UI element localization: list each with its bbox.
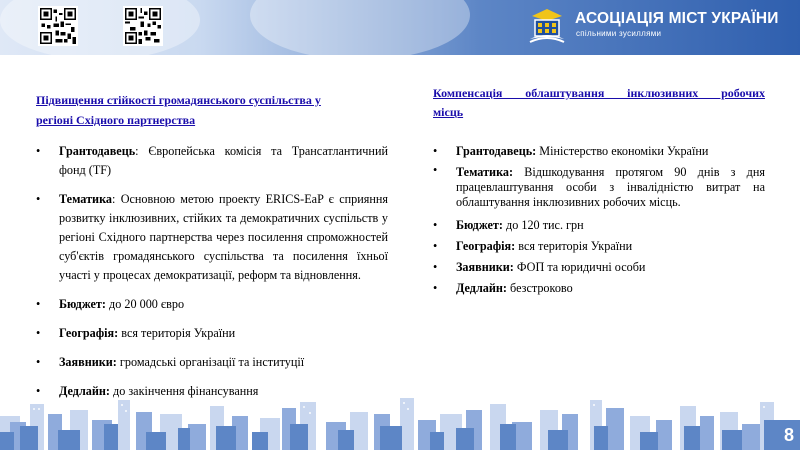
item-text: до 20 000 євро	[109, 297, 185, 311]
banner-haze	[0, 0, 200, 55]
bullet: •	[433, 163, 438, 177]
item-label: Дедлайн:	[59, 384, 110, 398]
right-details-list	[433, 142, 765, 298]
bullet: •	[433, 260, 438, 274]
item-label: Заявники:	[59, 355, 117, 369]
left-title-line2: регіоні Східного партнерства	[36, 113, 196, 127]
item-text: Основною метою проекту ERICS-EaP є сприяння розвитку інклюзивних, стійких та демократичних суспільств у регіоні Східного партнерства через посилення спроможностей суб'єктів громадянського суспільства та посилення їхньої участі у процесах демократизації, реформ та відновлення.	[59, 192, 388, 282]
list-item	[433, 163, 765, 210]
bullet: •	[433, 281, 438, 295]
list-item	[433, 237, 765, 256]
list-item: • Грантодавець: Європейська комісія та Трансатлантичний фонд (TF)	[36, 144, 389, 177]
qr-code-icon[interactable]	[38, 6, 78, 46]
item-label: Географія:	[59, 326, 119, 340]
association-emblem-icon	[526, 6, 568, 48]
list-item: • Тематика: Основною метою проекту ERICS-EaP є сприяння розвитку інклюзивних, стійких та демократичних суспільств у регіоні Східного партнерства через посилення спроможностей суб'єктів громадянського суспільства та посилення їхньої участі у процесах демократизації, реформ та відновлення.	[36, 192, 388, 282]
left-program-title[interactable]	[36, 90, 388, 130]
bullet: •	[36, 384, 41, 398]
left-details-list	[36, 142, 388, 401]
banner-haze	[250, 0, 470, 55]
left-program	[36, 90, 388, 411]
city-skyline	[0, 396, 800, 450]
item-text: безстроково	[510, 281, 573, 295]
list-item	[433, 258, 765, 277]
bullet: •	[36, 326, 41, 340]
left-title-line1: Підвищення стійкості громадянського суспільства у	[36, 93, 321, 107]
bullet: •	[36, 355, 41, 369]
bullet: •	[433, 144, 438, 158]
item-label: Тематика:	[456, 165, 514, 179]
header-banner	[0, 0, 800, 55]
item-text: Міністерство економіки України	[539, 144, 709, 158]
page-number: 8	[783, 425, 794, 445]
organization-title: АСОЦІАЦІЯ МІСТ УКРАЇНИ	[575, 10, 779, 27]
bullet: •	[36, 144, 41, 158]
bullet: •	[36, 297, 41, 311]
item-text: до 120 тис. грн	[506, 218, 584, 232]
list-item	[36, 353, 388, 372]
item-text: Відшкодування протягом 90 днів з дня працевлаштування особи з інвалідністю витрат на облаштування інклюзивних робочих місць.	[456, 165, 765, 209]
list-item	[433, 216, 765, 235]
right-program-title[interactable]	[433, 84, 765, 122]
right-title-line2: місць	[433, 105, 464, 119]
item-label: Заявники:	[456, 260, 514, 274]
item-label: Бюджет:	[59, 297, 106, 311]
list-item	[36, 295, 388, 314]
right-title-line1: Компенсація облаштування інклюзивних робочих	[433, 86, 765, 100]
list-item	[433, 279, 765, 298]
item-text: вся територія України	[121, 326, 236, 340]
item-text: до закінчення фінансування	[113, 384, 259, 398]
bullet: •	[36, 192, 41, 206]
bullet: •	[433, 239, 438, 253]
organization-subtitle: спільними зусиллями	[576, 29, 662, 38]
item-label: Географія:	[456, 239, 516, 253]
bullet: •	[433, 218, 438, 232]
right-program	[433, 84, 765, 300]
skyline-graphic	[0, 396, 800, 450]
item-text: громадські організації та інституції	[119, 355, 305, 369]
item-label: Бюджет:	[456, 218, 503, 232]
item-text: вся територія України	[518, 239, 633, 253]
list-item	[433, 142, 765, 161]
item-text: Європейська комісія та Трансатлантичний фонд (TF)	[59, 144, 389, 177]
qr-code-icon[interactable]	[123, 6, 163, 46]
item-label: Грантодавець:	[456, 144, 537, 158]
item-label: Дедлайн:	[456, 281, 507, 295]
item-label: Грантодавець	[59, 144, 136, 158]
item-text: ФОП та юридичні особи	[516, 260, 646, 274]
item-label: Тематика	[59, 192, 113, 206]
list-item	[36, 324, 388, 343]
